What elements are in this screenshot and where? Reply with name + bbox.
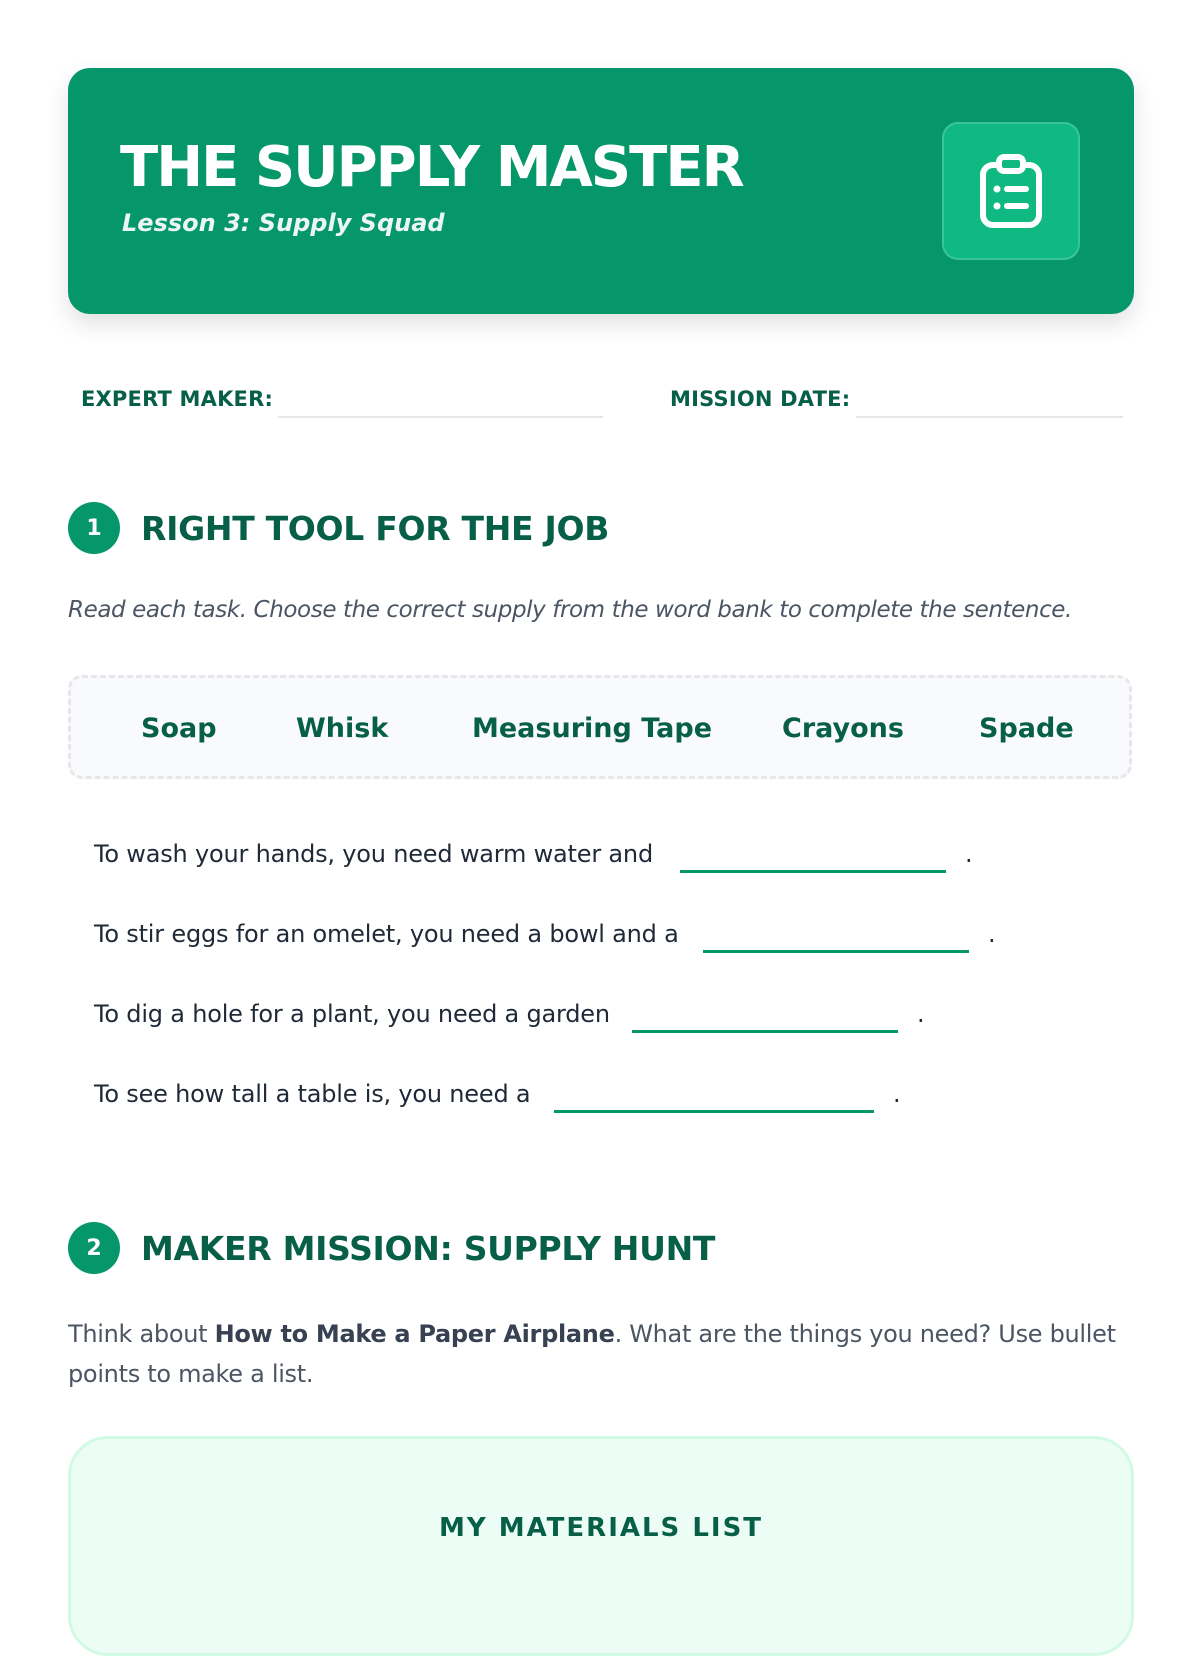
section-1-number: 1 <box>68 502 120 554</box>
materials-list-card[interactable] <box>68 1436 1134 1656</box>
sentence-period: . <box>965 840 973 868</box>
answer-blank-1[interactable] <box>680 870 946 873</box>
section-2-number: 2 <box>68 1222 120 1274</box>
sentence-2: To stir eggs for an omelet, you need a bowl and a <box>94 920 679 948</box>
sentence-4: To see how tall a table is, you need a <box>94 1080 531 1108</box>
materials-list-title: MY MATERIALS LIST <box>438 1513 764 1543</box>
sentence-period: . <box>917 1000 925 1028</box>
answer-blank-4[interactable] <box>554 1110 874 1113</box>
answer-blank-3[interactable] <box>632 1030 898 1033</box>
sentence-1: To wash your hands, you need warm water and <box>94 840 653 868</box>
section-1-instruction: Read each task. Choose the correct supply from the word bank to complete the sentence. <box>68 597 1072 623</box>
expert-maker-field[interactable] <box>278 416 603 418</box>
mission-date-label: MISSION DATE: <box>670 387 851 411</box>
worksheet-header <box>68 68 1134 314</box>
mission-date-field[interactable] <box>856 416 1123 418</box>
expert-maker-label: EXPERT MAKER: <box>81 387 274 411</box>
sentence-period: . <box>893 1080 901 1108</box>
sentence-period: . <box>988 920 996 948</box>
prompt-text: . What are the things you need? Use bullet points to make a list. <box>68 1320 1116 1388</box>
word-bank-item: Soap <box>141 713 217 744</box>
section-2-prompt <box>68 1314 1148 1394</box>
clipboard-list-icon <box>942 122 1080 260</box>
section-1-title: RIGHT TOOL FOR THE JOB <box>141 509 610 548</box>
page-title: THE SUPPLY MASTER <box>120 135 743 200</box>
prompt-highlight: How to Make a Paper Airplane <box>214 1320 615 1348</box>
word-bank-item: Spade <box>979 713 1074 744</box>
section-2-title: MAKER MISSION: SUPPLY HUNT <box>141 1229 716 1268</box>
lesson-subtitle: Lesson 3: Supply Squad <box>122 209 445 237</box>
answer-blank-2[interactable] <box>703 950 969 953</box>
word-bank-item: Whisk <box>296 713 389 744</box>
word-bank-item: Crayons <box>782 713 904 744</box>
prompt-text: Think about <box>68 1320 215 1348</box>
word-bank-item: Measuring Tape <box>472 713 713 744</box>
sentence-3: To dig a hole for a plant, you need a garden <box>94 1000 610 1028</box>
word-bank <box>68 675 1132 779</box>
